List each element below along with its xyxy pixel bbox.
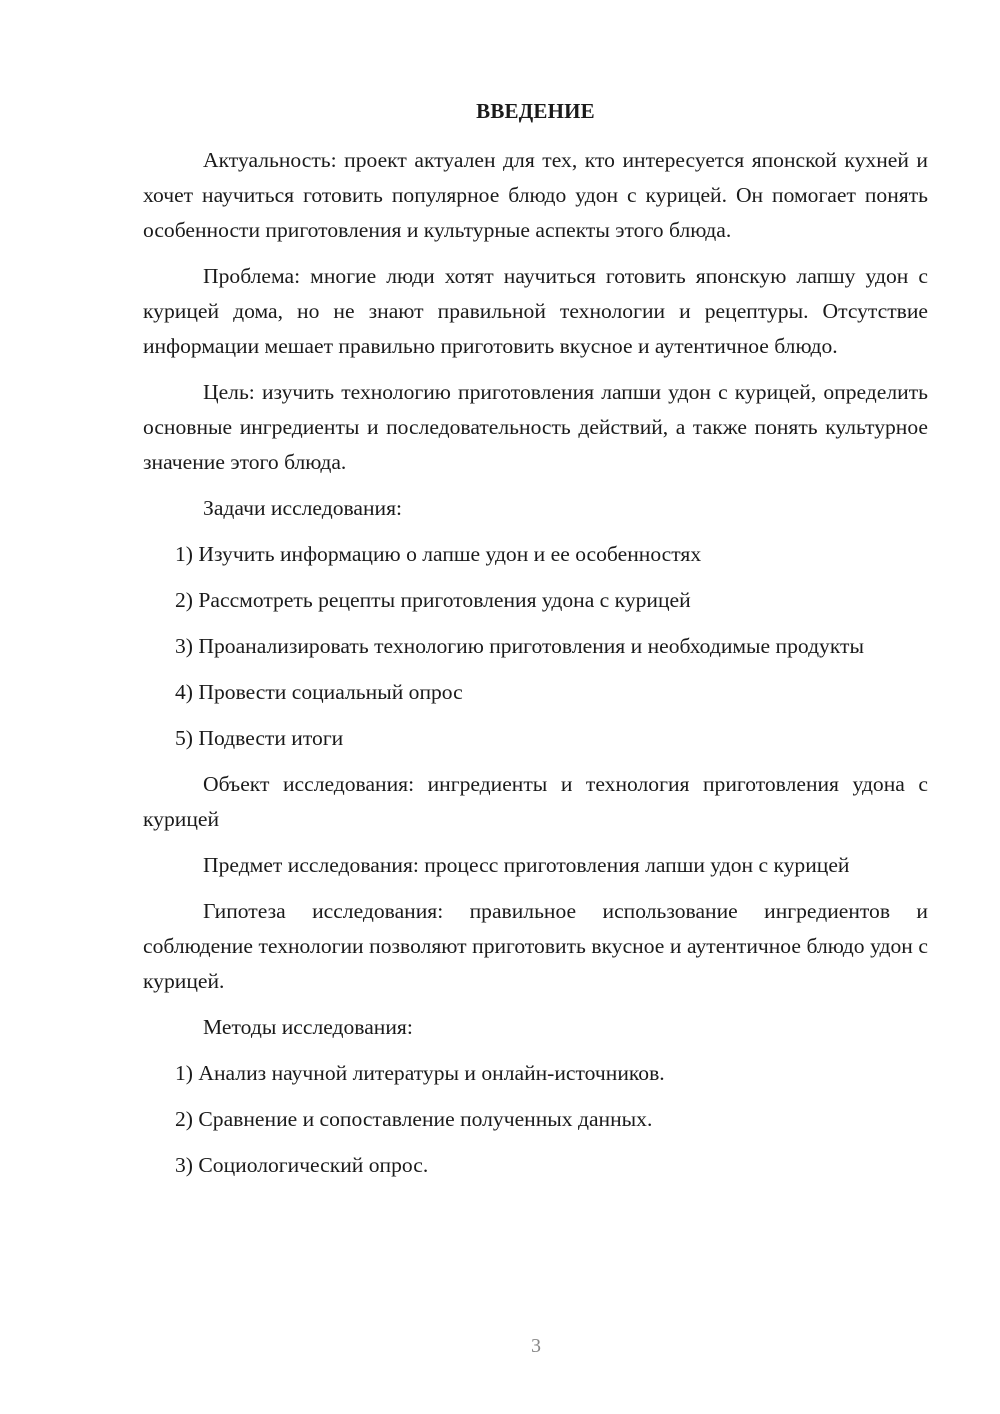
method-item-2: 2) Сравнение и сопоставление полученных данных.	[175, 1107, 653, 1131]
actuality-paragraph: Актуальность: проект актуален для тех, кто интересуется японской кухней и хочет научиться готовить популярное блюдо удон с курицей. Он помогает понять особенности приготовления и культурные аспекты этого блюда.	[143, 148, 928, 242]
task-item-4: 4) Провести социальный опрос	[175, 680, 463, 704]
section-title: ВВЕДЕНИЕ	[476, 99, 595, 123]
page-number: 3	[531, 1335, 541, 1357]
task-item-5: 5) Подвести итоги	[175, 726, 344, 750]
subject-paragraph: Предмет исследования: процесс приготовления лапши удон с курицей	[203, 853, 850, 877]
method-item-3: 3) Социологический опрос.	[175, 1153, 429, 1177]
object-paragraph: Объект исследования: ингредиенты и технология приготовления удона с курицей	[143, 772, 928, 831]
method-item-1: 1) Анализ научной литературы и онлайн-источников.	[175, 1061, 665, 1085]
task-item-2: 2) Рассмотреть рецепты приготовления удона с курицей	[175, 588, 691, 612]
problem-paragraph: Проблема: многие люди хотят научиться готовить японскую лапшу удон с курицей дома, но не знают правильной технологии и рецептуры. Отсутствие информации мешает правильно приготовить вкусное и аутентичное блюдо.	[143, 264, 928, 358]
hypothesis-paragraph: Гипотеза исследования: правильное использование ингредиентов и соблюдение технологии позволяют приготовить вкусное и аутентичное блюдо удон с курицей.	[143, 899, 928, 993]
document-page	[143, 96, 928, 1194]
methods-heading: Методы исследования:	[203, 1015, 413, 1039]
tasks-heading: Задачи исследования:	[203, 496, 403, 520]
goal-paragraph: Цель: изучить технологию приготовления лапши удон с курицей, определить основные ингредиенты и последовательность действий, а также понять культурное значение этого блюда.	[143, 380, 928, 474]
task-item-1: 1) Изучить информацию о лапше удон и ее особенностях	[175, 542, 702, 566]
task-item-3: 3) Проанализировать технологию приготовления и необходимые продукты	[175, 634, 865, 658]
